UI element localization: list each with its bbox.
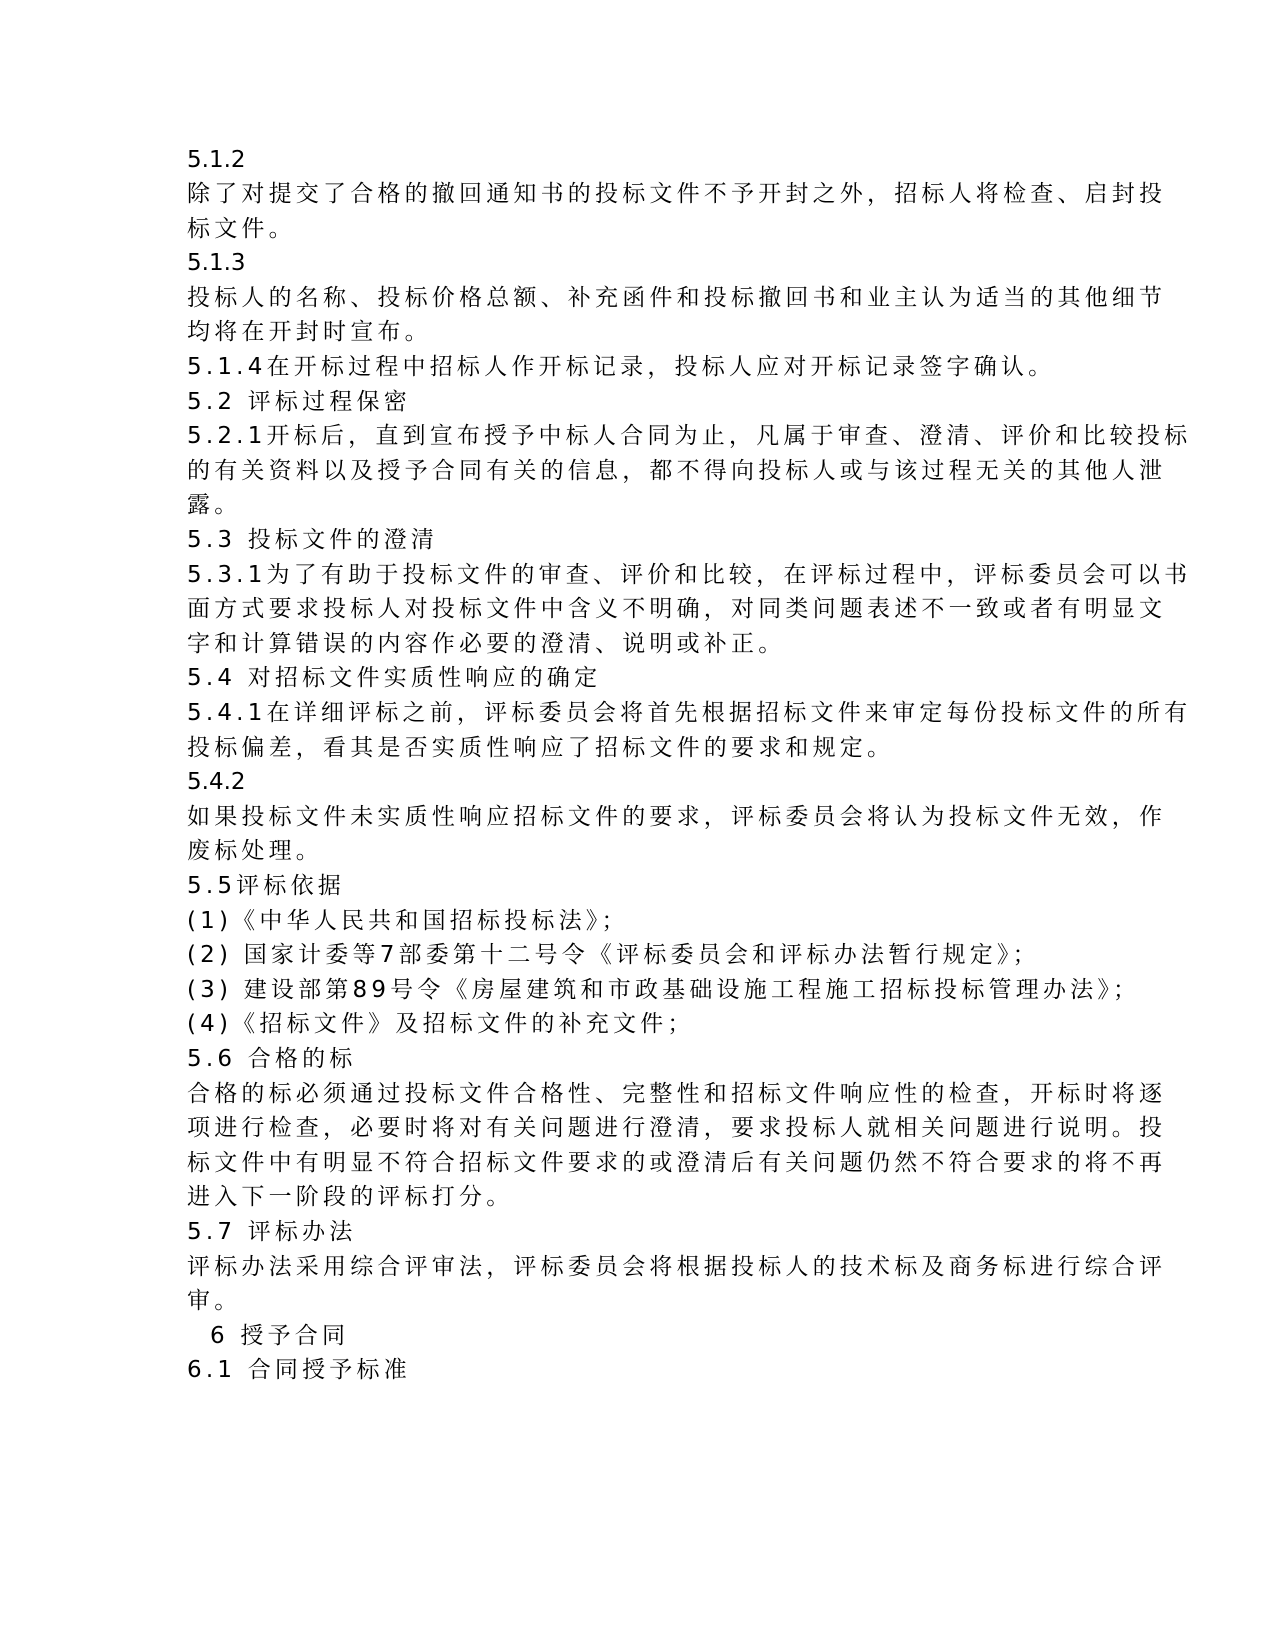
clause-5-3-1-text-line: 面方式要求投标人对投标文件中含义不明确，对同类问题表述不一致或者有明显文	[187, 596, 1167, 622]
clause-5-4-2-text-line: 如果投标文件未实质性响应招标文件的要求，评标委员会将认为投标文件无效，作	[187, 804, 1167, 830]
clause-5-1-3-text-line: 均将在开封时宣布。	[187, 319, 432, 345]
clause-5-2-1-text-line: 露。	[187, 492, 242, 518]
clause-5-1-3-number: 5.1.3	[187, 250, 246, 276]
section-5-6-text-line: 项进行检查，必要时将对有关问题进行澄清，要求投标人就相关问题进行说明。投	[187, 1115, 1167, 1141]
clause-5-1-3-text-line: 投标人的名称、投标价格总额、补充函件和投标撤回书和业主认为适当的其他细节	[187, 285, 1167, 311]
clause-5-1-2-text-line: 除了对提交了合格的撤回通知书的投标文件不予开封之外，招标人将检查、启封投	[187, 181, 1167, 207]
section-5-6-text-line: 合格的标必须通过投标文件合格性、完整性和招标文件响应性的检查，开标时将逐	[187, 1081, 1167, 1107]
section-5-6-heading: 5.6 合格的标	[187, 1046, 357, 1072]
section-5-6-text-line: 进入下一阶段的评标打分。	[187, 1184, 514, 1210]
section-5-7-text-line: 评标办法采用综合评审法，评标委员会将根据投标人的技术标及商务标进行综合评	[187, 1254, 1167, 1280]
section-5-2-heading: 5.2 评标过程保密	[187, 389, 411, 415]
clause-5-3-1-text-line: 字和计算错误的内容作必要的澄清、说明或补正。	[187, 631, 786, 657]
section-5-7-text-line: 审。	[187, 1288, 242, 1314]
basis-list-item: (2) 国家计委等7部委第十二号令《评标委员会和评标办法暂行规定》；	[187, 942, 1040, 968]
clause-5-4-1-text-line: 投标偏差，看其是否实质性响应了招标文件的要求和规定。	[187, 735, 895, 761]
basis-list-item: (3) 建设部第89号令《房屋建筑和市政基础设施工程施工招标投标管理办法》；	[187, 977, 1141, 1003]
section-5-3-heading: 5.3 投标文件的澄清	[187, 527, 439, 553]
clause-5-3-1-text-line: 5.3.1为了有助于投标文件的审查、评价和比较，在评标过程中，评标委员会可以书	[187, 562, 1192, 588]
basis-list-item: (4)《招标文件》及招标文件的补充文件；	[187, 1011, 695, 1037]
section-6-1-heading: 6.1 合同授予标准	[187, 1357, 411, 1383]
clause-5-2-1-text-line: 的有关资料以及授予合同有关的信息，都不得向投标人或与该过程无关的其他人泄	[187, 458, 1167, 484]
basis-list-item: (1)《中华人民共和国招标投标法》；	[187, 908, 629, 934]
clause-5-1-2-number: 5.1.2	[187, 147, 246, 173]
clause-5-1-4-text-line: 5.1.4在开标过程中招标人作开标记录，投标人应对开标记录签字确认。	[187, 354, 1056, 380]
clause-5-1-2-text-line: 标文件。	[187, 216, 296, 242]
section-5-4-heading: 5.4 对招标文件实质性响应的确定	[187, 665, 602, 691]
chapter-6-heading: 6 授予合同	[187, 1323, 350, 1349]
clause-5-2-1-text-line: 5.2.1开标后，直到宣布授予中标人合同为止，凡属于审查、澄清、评价和比较投标	[187, 423, 1192, 449]
section-5-7-heading: 5.7 评标办法	[187, 1219, 357, 1245]
clause-5-4-2-text-line: 废标处理。	[187, 838, 323, 864]
section-5-5-heading: 5.5评标依据	[187, 873, 345, 899]
section-5-6-text-line: 标文件中有明显不符合招标文件要求的或澄清后有关问题仍然不符合要求的将不再	[187, 1150, 1167, 1176]
clause-5-4-1-text-line: 5.4.1在详细评标之前，评标委员会将首先根据招标文件来审定每份投标文件的所有	[187, 700, 1192, 726]
clause-5-4-2-number: 5.4.2	[187, 769, 246, 795]
